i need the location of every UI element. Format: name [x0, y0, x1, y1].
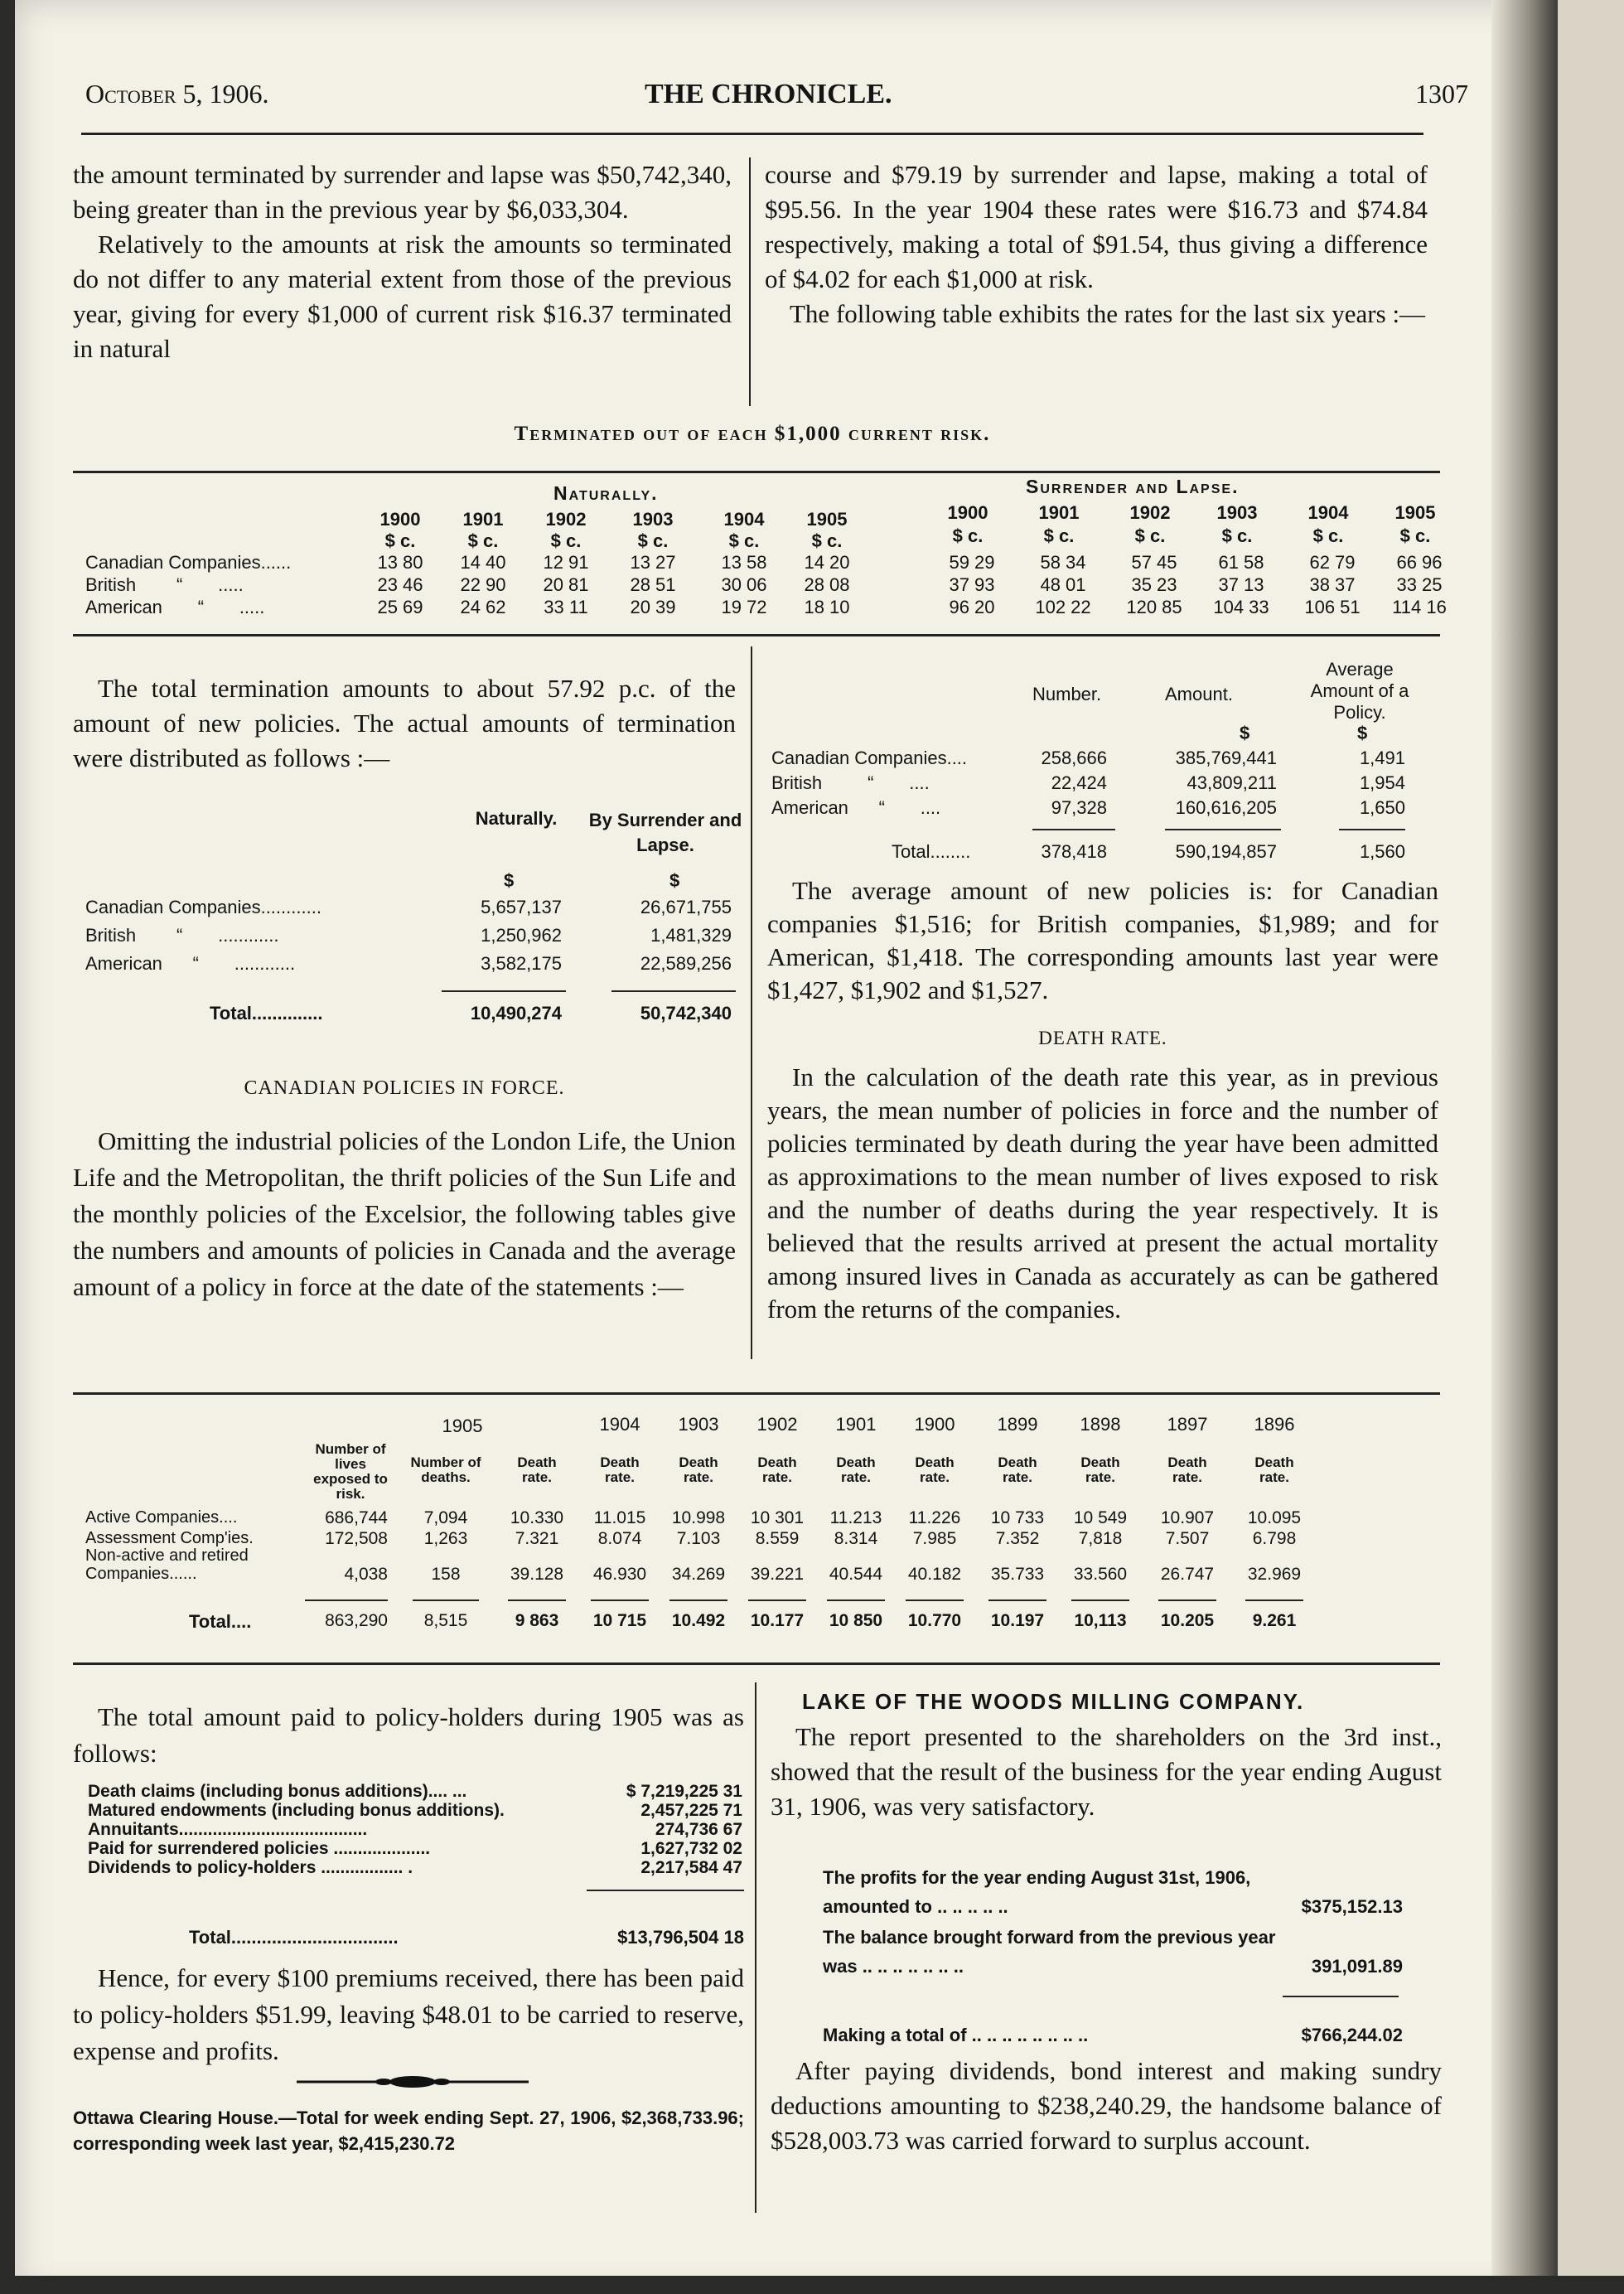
policies-row — [767, 748, 1438, 772]
lake-profits-label: The profits for the year ending August 31st, 1906, amounted to .. .. .. .. .. — [823, 1867, 1251, 1917]
rates-year-surrender: 1905 — [1394, 502, 1436, 523]
death-year: 1897 — [1167, 1414, 1208, 1435]
death-col-deaths: Number of deaths. — [410, 1454, 481, 1485]
death-rate-cell: 7.321 — [515, 1529, 559, 1548]
death-total-rate: 9.261 — [1252, 1611, 1297, 1630]
termination-sum-rule-1 — [442, 990, 566, 992]
death-rate-cell: 39.221 — [750, 1565, 805, 1584]
death-col-rate: Death rate. — [1167, 1454, 1207, 1485]
rates-unit-surrender: $ c. — [1043, 525, 1075, 546]
bottom-scan-edge — [0, 2276, 1624, 2294]
death-row-label: Assessment Comp'ies. — [85, 1529, 254, 1547]
death-rate-cell: 6.798 — [1252, 1529, 1297, 1548]
intro-left-column — [73, 157, 732, 366]
rates-year-naturally: 1900 — [379, 509, 421, 530]
intro-column-divider — [749, 157, 751, 406]
rates-year-surrender: 1900 — [947, 502, 988, 523]
paid-row-label: Dividends to policy-holders ................. . — [88, 1858, 413, 1877]
termination-sum-rule-2 — [611, 990, 736, 992]
termination-table — [73, 808, 744, 1036]
death-total-rate: 10.197 — [990, 1611, 1045, 1630]
paid-row-value: 2,457,225 71 — [640, 1801, 742, 1820]
termination-total-2: 50,742,340 — [640, 1003, 732, 1024]
death-row-lives: 4,038 — [344, 1565, 388, 1584]
termination-col-naturally: Naturally. — [475, 808, 558, 829]
rates-year-naturally: 1904 — [723, 509, 765, 530]
ornamental-divider — [297, 2076, 529, 2088]
death-row-label: Active Companies.... — [85, 1508, 238, 1527]
termination-row-label: British “ ............ — [85, 925, 279, 946]
rates-year-surrender: 1903 — [1216, 502, 1258, 523]
death-col-rate: Death rate. — [757, 1454, 797, 1485]
paid-row-label: Annuitants....................................... — [88, 1820, 368, 1839]
rates-cell: 104 33 — [1213, 597, 1269, 617]
intro-left-p1: the amount terminated by surrender and lapse was $50,742,340, being greater than in the previous year by $6,033,304. — [73, 160, 732, 224]
death-rate-text: In the calculation of the death rate this year, as in previous years, the mean number of policies in force and the number of policies terminated by death during the year have been admitted as approximations to the mean number of lives exposed to risk and the number of deaths during the year respectively. It is believed that the results arrived at present the actual mortality among insured lives in Canada as accurately as can be gathered from the returns of the companies. — [767, 1062, 1438, 1324]
death-total-rate: 10.177 — [750, 1611, 805, 1630]
page-number: 1307 — [1415, 79, 1468, 109]
policies-row-amount: 43,809,211 — [1187, 772, 1277, 793]
rates-year-naturally: 1905 — [806, 509, 848, 530]
right-binding-shadow — [1491, 0, 1558, 2294]
termination-row-label: Canadian Companies............ — [85, 897, 321, 917]
ottawa-text: Ottawa Clearing House.—Total for week ending Sept. 27, 1906, $2,368,733.96; corresponding week last year, $2,415,230.72 — [73, 2108, 744, 2154]
death-sum-rule — [988, 1600, 1046, 1601]
rates-year-surrender: 1901 — [1038, 502, 1080, 523]
death-rate-paragraph — [767, 1061, 1438, 1326]
death-sum-rule — [669, 1600, 727, 1601]
rates-row-label: American “ ..... — [85, 597, 265, 617]
death-total-rate: 10.492 — [671, 1611, 726, 1630]
death-row-deaths: 158 — [431, 1565, 461, 1584]
death-rate-cell: 10 733 — [990, 1508, 1045, 1527]
death-year: 1902 — [756, 1414, 798, 1435]
rates-unit-surrender: $ c. — [1134, 525, 1166, 546]
death-total-rate: 10.770 — [907, 1611, 962, 1630]
rates-cell: 18 10 — [804, 597, 850, 617]
death-rate-cell: 8.074 — [597, 1529, 642, 1548]
death-total-deaths: 8,515 — [423, 1611, 468, 1630]
policies-sum-rule-3 — [1339, 829, 1405, 830]
policies-row — [767, 797, 1438, 822]
death-sum-rule — [1158, 1600, 1216, 1601]
rates-cell: 19 72 — [721, 597, 767, 617]
death-rate-cell: 10 549 — [1073, 1508, 1128, 1527]
rates-cell: 66 96 — [1396, 552, 1443, 573]
policies-row — [767, 772, 1438, 797]
paid-row — [88, 1839, 751, 1858]
death-sum-rule — [748, 1600, 806, 1601]
rates-unit-naturally: $ c. — [811, 530, 843, 551]
policies-row-label: Canadian Companies.... — [771, 748, 968, 768]
group-naturally: Naturally. — [553, 482, 659, 504]
lake-balance-value: 391,091.89 — [1311, 1956, 1403, 1977]
death-total-rate: 9 863 — [515, 1611, 559, 1630]
death-rate-cell: 39.128 — [510, 1565, 564, 1584]
death-rate-cell: 8.314 — [834, 1529, 878, 1548]
policies-row-label: British “ .... — [771, 772, 930, 793]
rates-year-naturally: 1903 — [632, 509, 674, 530]
rates-unit-surrender: $ c. — [1221, 525, 1253, 546]
death-table-bottom-rule — [73, 1662, 1440, 1665]
canadian-text: Omitting the industrial policies of the London Life, the Union Life and the Metropolitan, the thrift policies of the Sun Life and the monthly policies of the Excelsior, the following tables give the numbers and amounts of policies in Canada and the average amount of a policy in force at the date of the statements :— — [73, 1126, 736, 1301]
paid-row-value: $ 7,219,225 31 — [626, 1782, 742, 1801]
rates-cell: 22 90 — [460, 574, 506, 595]
paid-row — [88, 1858, 751, 1877]
death-rate-cell: 11.015 — [593, 1508, 646, 1527]
ornament-icon — [297, 2076, 529, 2088]
death-rate-cell: 32.969 — [1247, 1565, 1302, 1584]
death-rate-cell: 40.182 — [907, 1565, 962, 1584]
paid-row-value: 1,627,732 02 — [640, 1839, 742, 1858]
death-table-top-rule — [73, 1392, 1440, 1395]
death-total-rate: 10 850 — [829, 1611, 883, 1630]
rates-table — [73, 476, 1447, 633]
bottom-column-divider — [755, 1682, 756, 2213]
death-col-rate: Death rate. — [836, 1454, 876, 1485]
death-sum-rule — [413, 1600, 479, 1601]
rates-cell: 33 11 — [544, 597, 588, 617]
death-rate-cell: 11.226 — [908, 1508, 961, 1527]
policies-total-number: 378,418 — [1041, 841, 1107, 862]
rates-cell: 59 29 — [949, 552, 995, 573]
death-rate-cell: 7,818 — [1078, 1529, 1123, 1548]
death-total-label: Total.... — [189, 1611, 252, 1632]
termination-row-surrender: 22,589,256 — [640, 953, 732, 974]
lake-total-label: Making a total of .. .. .. .. .. .. .. .. — [823, 2025, 1089, 2045]
page-header — [73, 79, 1468, 112]
rates-table-bottom-rule — [73, 634, 1440, 636]
policies-row-number: 22,424 — [1051, 772, 1107, 793]
death-rate-cell: 10.095 — [1247, 1508, 1302, 1527]
paid-row-label: Paid for surrendered policies .................... — [88, 1839, 431, 1858]
death-col-rate: Death rate. — [517, 1454, 557, 1485]
rates-cell: 106 51 — [1304, 597, 1361, 617]
intro-right-column — [765, 157, 1428, 332]
policies-col-average: Average Amount of a Policy. — [1310, 659, 1409, 723]
death-sum-rule — [827, 1600, 885, 1601]
lake-accounts — [823, 1863, 1419, 2054]
rates-unit-naturally: $ c. — [550, 530, 582, 551]
rates-row-label: British “ ..... — [85, 574, 244, 595]
ottawa-clearing-house — [73, 2105, 744, 2156]
issue-date: October 5, 1906. — [85, 79, 269, 109]
death-rate-cell: 10 301 — [750, 1508, 805, 1527]
death-rate-cell: 46.930 — [592, 1565, 647, 1584]
termination-row-surrender: 26,671,755 — [640, 897, 732, 917]
death-rate-cell: 10.330 — [510, 1508, 564, 1527]
policies-sum-rule-2 — [1165, 829, 1281, 830]
policies-total-amount: 590,194,857 — [1175, 841, 1277, 862]
rates-unit-naturally: $ c. — [384, 530, 416, 551]
death-sum-rule — [906, 1600, 964, 1601]
rates-year-surrender: 1902 — [1129, 502, 1171, 523]
rates-cell: 102 22 — [1035, 597, 1091, 617]
death-col-rate: Death rate. — [915, 1454, 955, 1485]
policies-row-number: 97,328 — [1051, 797, 1107, 818]
rates-cell: 35 23 — [1131, 574, 1177, 595]
policies-col-amount: Amount. — [1165, 684, 1233, 704]
death-sum-rule — [305, 1600, 388, 1601]
lake-closing-text: After paying dividends, bond interest and making sundry deductions amounting to $238,240.29, the handsome balance of $528,003.73 was carried forward to surplus account. — [771, 2056, 1442, 2155]
paid-text: The total amount paid to policy-holders during 1905 was as follows: — [73, 1702, 744, 1768]
intro-right-p1: course and $79.19 by surrender and lapse, making a total of $95.56. In the year 1904 these rates were $16.73 and $74.84 respectively, making a total of $91.54, thus giving a difference of $4.02 for each $1,000 at risk. — [765, 160, 1428, 293]
policies-table — [767, 655, 1438, 874]
death-year: 1903 — [678, 1414, 719, 1435]
termination-row-naturally: 3,582,175 — [481, 953, 562, 974]
death-rate-cell: 7.507 — [1165, 1529, 1210, 1548]
death-row-lives: 172,508 — [325, 1529, 388, 1548]
death-year-1905: 1905 — [442, 1416, 483, 1436]
death-col-rate: Death rate. — [998, 1454, 1037, 1485]
lake-profits-row — [823, 1863, 1419, 1923]
rates-cell: 37 93 — [949, 574, 995, 595]
lake-heading: LAKE OF THE WOODS MILLING COMPANY. — [802, 1689, 1305, 1714]
paid-row — [88, 1801, 751, 1820]
death-rate-table — [73, 1399, 1440, 1648]
lake-sum-rule — [1283, 1996, 1399, 1997]
rates-cell: 33 25 — [1396, 574, 1443, 595]
termination-row — [73, 953, 744, 981]
death-rate-cell: 10.907 — [1160, 1508, 1215, 1527]
lake-balance-label: The balance brought forward from the previous year was .. .. .. .. .. .. .. — [823, 1927, 1276, 1977]
middle-column-divider — [751, 646, 752, 1359]
rates-cell: 62 79 — [1309, 552, 1356, 573]
death-year: 1901 — [835, 1414, 877, 1435]
death-sum-rule — [1245, 1600, 1303, 1601]
policies-row-number: 258,666 — [1041, 748, 1107, 768]
rates-row-label: Canadian Companies...... — [85, 552, 292, 573]
death-col-lives: Number of lives exposed to risk. — [313, 1441, 388, 1502]
rates-unit-naturally: $ c. — [467, 530, 499, 551]
paid-row-label: Death claims (including bonus additions).... ... — [88, 1782, 467, 1801]
death-col-rate: Death rate. — [1080, 1454, 1120, 1485]
death-rate-cell: 11.213 — [829, 1508, 882, 1527]
policies-total-label: Total........ — [892, 841, 971, 862]
death-year: 1896 — [1254, 1414, 1295, 1435]
rates-table-title: Terminated out of each $1,000 current risk. — [514, 423, 991, 445]
rates-year-surrender: 1904 — [1307, 502, 1349, 523]
paid-sum-rule — [587, 1890, 744, 1891]
policies-unit-2: $ — [1357, 723, 1368, 743]
rates-cell: 38 37 — [1309, 574, 1356, 595]
termination-unit-1: $ — [504, 870, 515, 891]
rates-cell: 37 13 — [1218, 574, 1264, 595]
rates-cell: 25 69 — [377, 597, 423, 617]
death-total-rate: 10,113 — [1074, 1611, 1127, 1630]
policies-row-label: American “ .... — [771, 797, 941, 818]
death-col-rate: Death rate. — [600, 1454, 640, 1485]
rates-cell: 23 46 — [377, 574, 423, 595]
rates-cell: 28 08 — [804, 574, 850, 595]
rates-cell: 13 27 — [630, 552, 676, 573]
rates-cell: 58 34 — [1040, 552, 1086, 573]
rates-unit-surrender: $ c. — [952, 525, 984, 546]
death-year: 1904 — [599, 1414, 640, 1435]
policies-row-average: 1,650 — [1359, 797, 1405, 818]
policies-rows — [767, 748, 1438, 822]
policies-col-number: Number. — [1032, 684, 1102, 704]
rates-cell: 114 16 — [1392, 597, 1447, 617]
lake-intro-text: The report presented to the shareholders on the 3rd inst., showed that the result of the business for the year ending August 31, 1906, was very satisfactory. — [771, 1722, 1442, 1821]
policies-row-average: 1,491 — [1359, 748, 1405, 768]
rates-unit-surrender: $ c. — [1399, 525, 1431, 546]
death-rate-cell: 7.985 — [912, 1529, 957, 1548]
rates-cell: 24 62 — [460, 597, 506, 617]
average-paragraph — [767, 874, 1438, 1007]
termination-total-1: 10,490,274 — [470, 1003, 562, 1024]
canadian-paragraph — [73, 1123, 736, 1305]
lake-total-row — [823, 2021, 1419, 2054]
termination-total-label: Total.............. — [210, 1003, 323, 1024]
lake-total-value: $766,244.02 — [1301, 2025, 1403, 2045]
termination-unit-2: $ — [669, 870, 680, 891]
canadian-policies-heading: CANADIAN POLICIES IN FORCE. — [244, 1077, 565, 1099]
paid-row-value: 274,736 67 — [655, 1820, 742, 1839]
rates-cell: 96 20 — [949, 597, 995, 617]
death-rate-cell: 10.998 — [671, 1508, 726, 1527]
death-rate-heading: DEATH RATE. — [1038, 1028, 1167, 1048]
average-text: The average amount of new policies is: for Canadian companies $1,516; for British companies, $1,989; and for American, $1,418. The corresponding amounts last year were $1,427, $1,902 and $1,527. — [767, 876, 1438, 1004]
paid-total-value: $13,796,504 18 — [617, 1927, 744, 1948]
rates-cell: 28 51 — [630, 574, 676, 595]
death-rate-cell: 7.352 — [995, 1529, 1040, 1548]
termination-rows — [73, 897, 744, 981]
rates-cell: 48 01 — [1040, 574, 1086, 595]
rates-cell: 13 80 — [377, 552, 423, 573]
lake-balance-row — [823, 1923, 1419, 1989]
death-col-rate: Death rate. — [1254, 1454, 1294, 1485]
rates-cell: 14 40 — [460, 552, 506, 573]
rates-cell: 30 06 — [721, 574, 767, 595]
death-rate-cell: 40.544 — [829, 1565, 883, 1584]
paid-paragraph — [73, 1699, 744, 1772]
death-total-rate: 10.205 — [1160, 1611, 1215, 1630]
death-sum-rule — [1071, 1600, 1129, 1601]
rates-cell: 20 81 — [543, 574, 589, 595]
masthead: THE CHRONICLE. — [645, 79, 892, 109]
hence-paragraph — [73, 1960, 744, 2069]
rates-unit-surrender: $ c. — [1312, 525, 1344, 546]
rates-year-naturally: 1902 — [545, 509, 587, 530]
paid-row — [88, 1782, 751, 1801]
termination-row-naturally: 1,250,962 — [481, 925, 562, 946]
death-rate-cell: 26.747 — [1160, 1565, 1215, 1584]
death-sum-rule — [508, 1600, 566, 1601]
header-rule — [81, 133, 1423, 135]
left-scan-edge — [0, 0, 15, 2294]
newspaper-page — [15, 0, 1558, 2294]
death-rate-cell: 34.269 — [671, 1565, 726, 1584]
rates-table-top-rule — [73, 471, 1440, 473]
death-row-lives: 686,744 — [325, 1508, 388, 1527]
rates-cell: 120 85 — [1126, 597, 1182, 617]
rates-cell: 12 91 — [543, 552, 589, 573]
rates-unit-naturally: $ c. — [728, 530, 760, 551]
policies-total-average: 1,560 — [1359, 841, 1405, 862]
group-surrender: Surrender and Lapse. — [1026, 476, 1240, 497]
death-col-rate: Death rate. — [679, 1454, 718, 1485]
termination-row — [73, 897, 744, 925]
death-total-lives: 863,290 — [325, 1611, 388, 1630]
death-row-label: Non-active and retired Companies...... — [85, 1546, 249, 1583]
rates-year-naturally: 1901 — [462, 509, 504, 530]
termination-paragraph — [73, 671, 736, 776]
rates-cell: 13 58 — [721, 552, 767, 573]
death-rate-cell: 8.559 — [755, 1529, 800, 1548]
paid-row-label: Matured endowments (including bonus additions). — [88, 1801, 505, 1820]
paid-table — [88, 1782, 751, 1877]
death-rate-cell: 7.103 — [676, 1529, 721, 1548]
policies-unit-1: $ — [1240, 723, 1250, 743]
intro-left-p2: Relatively to the amounts at risk the amounts so terminated do not differ to any material extent from those of the previous year, giving for every $1,000 of current risk $16.37 terminated in natural — [73, 230, 732, 363]
death-row-deaths: 1,263 — [423, 1529, 468, 1548]
rates-cell: 20 39 — [630, 597, 676, 617]
death-year: 1900 — [914, 1414, 955, 1435]
death-row-deaths: 7,094 — [423, 1508, 468, 1527]
policies-row-amount: 385,769,441 — [1175, 748, 1277, 768]
intro-right-p2: The following table exhibits the rates for the last six years :— — [790, 299, 1426, 328]
death-year: 1899 — [997, 1414, 1038, 1435]
policies-row-average: 1,954 — [1359, 772, 1405, 793]
lake-intro-paragraph — [771, 1720, 1442, 1824]
death-rate-cell: 33.560 — [1073, 1565, 1128, 1584]
rates-cell: 57 45 — [1131, 552, 1177, 573]
policies-row-amount: 160,616,205 — [1175, 797, 1277, 818]
termination-row-surrender: 1,481,329 — [650, 925, 732, 946]
paid-row — [88, 1820, 751, 1839]
death-sum-rule — [591, 1600, 649, 1601]
termination-col-surrender: By Surrender and Lapse. — [588, 810, 742, 855]
termination-row-naturally: 5,657,137 — [481, 897, 562, 917]
policies-sum-rule-1 — [1032, 829, 1115, 830]
death-rate-cell: 35.733 — [990, 1565, 1045, 1584]
death-total-rate: 10 715 — [592, 1611, 647, 1630]
rates-cell: 14 20 — [804, 552, 850, 573]
termination-row-label: American “ ............ — [85, 953, 296, 974]
termination-text: The total termination amounts to about 57.92 p.c. of the amount of new policies. The actual amounts of termination were distributed as follows :— — [73, 674, 736, 772]
death-year: 1898 — [1080, 1414, 1121, 1435]
hence-text: Hence, for every $100 premiums received, there has been paid to policy-holders $51.99, leaving $48.01 to be carried to reserve, expense and profits. — [73, 1963, 744, 2065]
termination-row — [73, 925, 744, 953]
lake-profits-value: $375,152.13 — [1301, 1896, 1403, 1917]
rates-cell: 61 58 — [1218, 552, 1264, 573]
paid-row-value: 2,217,584 47 — [640, 1858, 742, 1877]
paid-total-label: Total................................. — [189, 1927, 399, 1948]
lake-closing-paragraph — [771, 2054, 1442, 2158]
rates-unit-naturally: $ c. — [637, 530, 669, 551]
